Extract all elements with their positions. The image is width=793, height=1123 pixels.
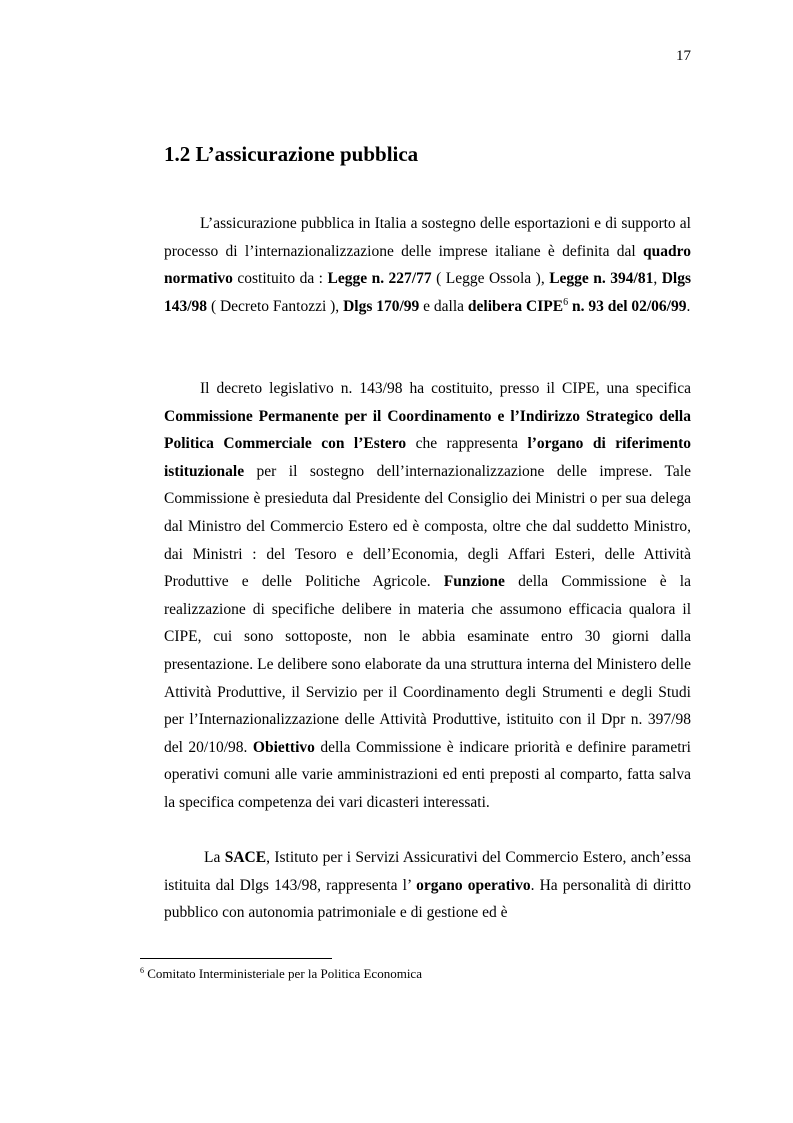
text-run: della Commissione è indicare priorità e definire parametri operativi comuni alle varie amministrazioni ed enti preposti al comparto, fatta salva la specifica competenza dei vari dicasteri interessati. (164, 738, 691, 811)
text-run: che rappresenta (406, 435, 528, 453)
text-run: . (686, 297, 691, 315)
bold-term: Dlgs 143/98 (164, 270, 692, 315)
text-run: , Istituto per i Servizi Assicurativi del Commercio Estero, anch’essa istituita dal Dlgs 143/98, rappresenta l’ (164, 849, 691, 894)
bold-term: delibera CIPE (467, 297, 564, 315)
bold-term: Legge n. 394/81 (549, 270, 654, 288)
footnote-text: Comitato Interministeriale per la Politica Economica (144, 966, 422, 981)
bold-term: Legge n. 227/77 (327, 270, 432, 288)
bold-term: organo operativo (416, 876, 531, 894)
bold-term: n. 93 del 02/06/99 (568, 297, 687, 315)
footnote-reference: 6 (563, 296, 569, 308)
bold-term: Dlgs 170/99 (343, 297, 420, 315)
text-run: , (653, 270, 662, 288)
text-run: per il sostegno dell’internazionalizzazione delle imprese. Tale Commissione è presieduta dal Presidente del Consiglio dei Ministri o per sua delega dal Ministro del Commercio Estero ed è composta, oltre che dal suddetto Ministro, dai Ministri : del Tesoro e dell’Economia, degli Affari Esteri, delle Attività Produttive e delle Politiche Agricole. (164, 462, 691, 591)
footnote-separator (140, 958, 332, 959)
text-run: ( Decreto Fantozzi ), (207, 297, 344, 315)
bold-term: Funzione (443, 573, 505, 591)
text-run: costituito da : (232, 270, 328, 288)
footnote (140, 966, 422, 982)
text-run: L’assicurazione pubblica in Italia a sostegno delle esportazioni e di supporto al processo di l’internazionalizzazione delle imprese italiane è definita dal (164, 215, 691, 260)
text-run: ( Legge Ossola ), (431, 270, 550, 288)
bold-term: SACE (224, 849, 267, 866)
text-run: . Ha personalità di diritto pubblico con autonomia patrimoniale e di gestione ed è (164, 876, 691, 922)
text-run: della Commissione è la realizzazione di specifiche delibere in materia che assumono efficacia qualora il CIPE, cui sono sottoposte, non le abbia esaminate entro 30 giorni dalla presentazione. Le delibere sono elaborate da una struttura interna del Ministero delle Attività Produttive, il Servizio per il Coordinamento degli Strumenti e degli Studi per l’Internazionalizzazione delle Attività Produttive, istituito con il Dpr n. 397/98 del 20/10/98. (164, 573, 691, 756)
text-run: Il decreto legislativo n. 143/98 ha costituito, presso il CIPE, una specifica (200, 380, 691, 397)
paragraph-legal-framework (164, 210, 691, 320)
bold-term: Obiettivo (252, 738, 315, 756)
text-run: e dalla (419, 297, 468, 315)
paragraph-commission (164, 375, 691, 817)
footnote-number: 6 (140, 966, 144, 975)
bold-term: l’organo di riferimento istituzionale (164, 435, 691, 480)
text-run: La (204, 849, 225, 866)
page-number: 17 (676, 48, 691, 64)
bold-term: quadro normativo (164, 242, 691, 288)
bold-term: Commissione Permanente per il Coordinamento e l’Indirizzo Strategico della Politica Commerciale con l’Estero (164, 407, 691, 453)
section-heading: 1.2 L’assicurazione pubblica (164, 142, 419, 166)
paragraph-sace (164, 844, 691, 927)
